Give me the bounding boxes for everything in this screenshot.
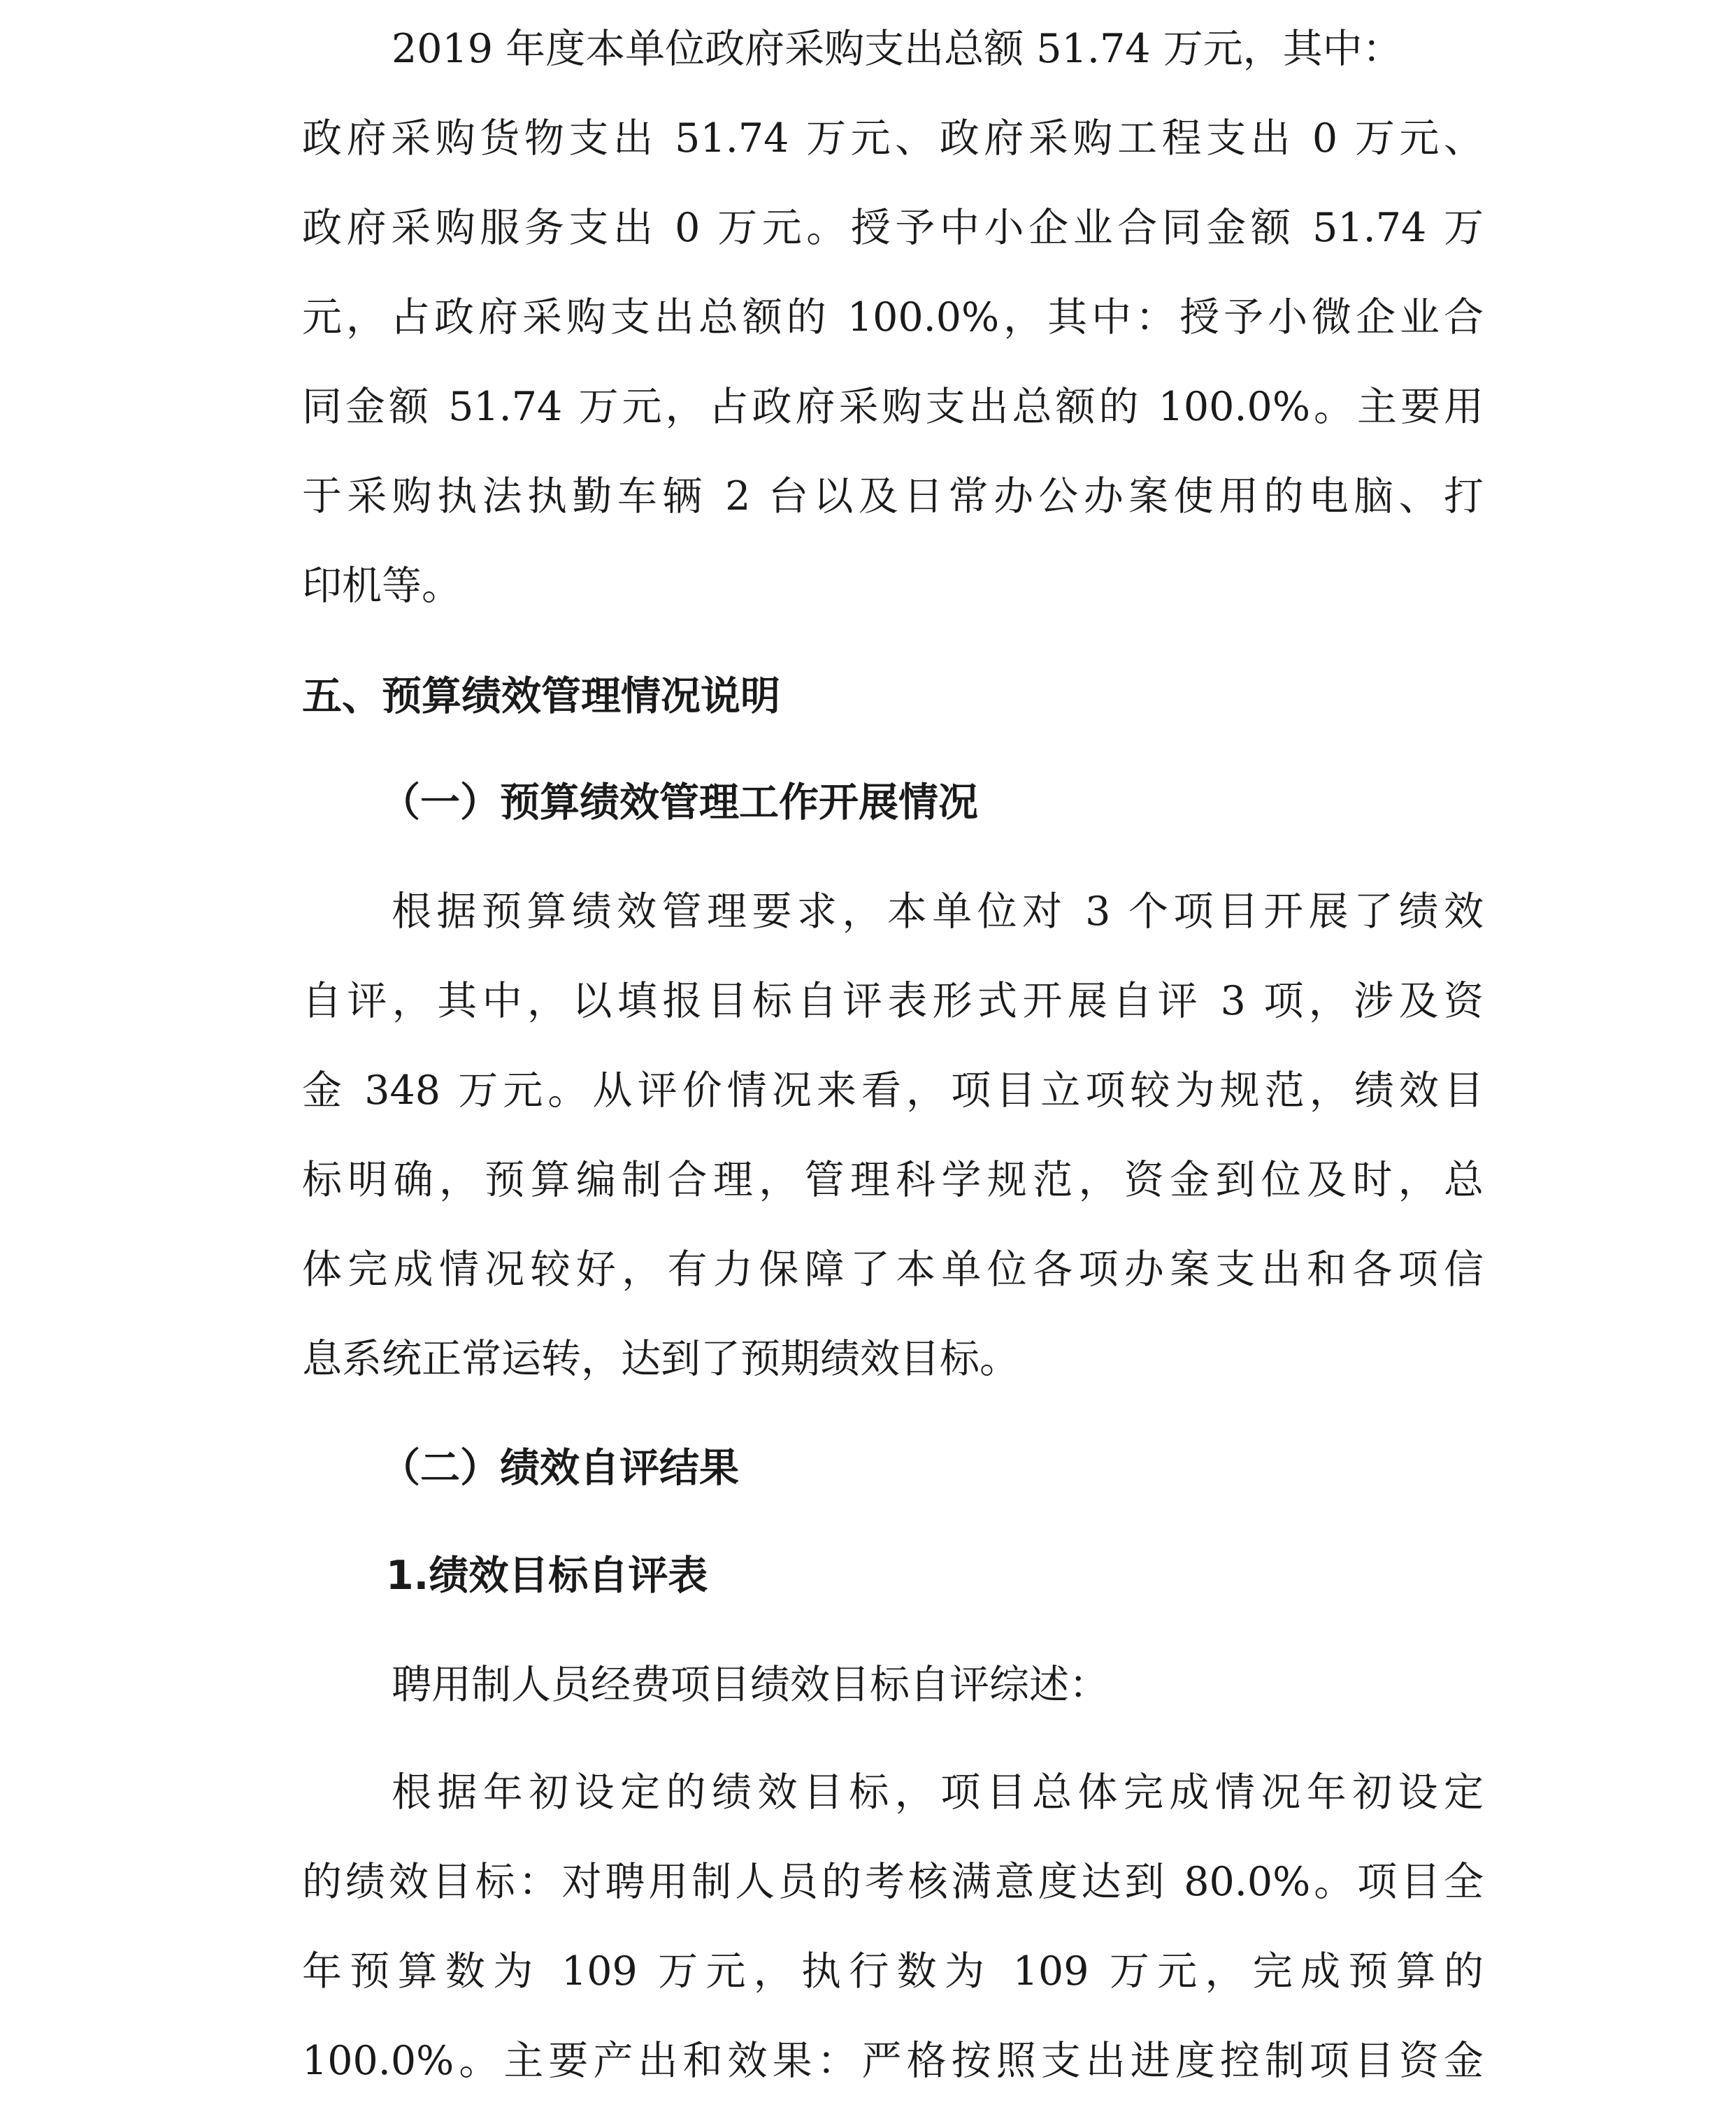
paragraph-line: 金 348 万元。从评价情况来看，项目立项较为规范，绩效目 [302, 1067, 1484, 1114]
paragraph-line: 根据预算绩效管理要求，本单位对 3 个项目开展了绩效 [392, 889, 1484, 935]
summary-label: 聘用制人员经费项目绩效目标自评综述： [392, 1662, 1109, 1708]
paragraph-line: 根据年初设定的绩效目标，项目总体完成情况年初设定 [392, 1769, 1484, 1815]
subsection-heading: （一）预算绩效管理工作开展情况 [380, 779, 978, 826]
paragraph-line: 政府采购货物支出 51.74 万元、政府采购工程支出 0 万元、 [302, 115, 1484, 161]
paragraph-line: 的绩效目标：对聘用制人员的考核满意度达到 80.0%。项目全 [302, 1859, 1484, 1905]
paragraph-line: 年预算数为 109 万元，执行数为 109 万元，完成预算的 [302, 1948, 1484, 1994]
paragraph-line: 体完成情况较好，有力保障了本单位各项办案支出和各项信 [302, 1246, 1484, 1293]
paragraph-line: 元，占政府采购支出总额的 100.0%，其中：授予小微企业合 [302, 294, 1484, 340]
paragraph-line: 自评，其中，以填报目标自评表形式开展自评 3 项，涉及资 [302, 978, 1484, 1024]
subsection-heading: （二）绩效自评结果 [380, 1445, 739, 1491]
paragraph-line: 于采购执法执勤车辆 2 台以及日常办公办案使用的电脑、打 [302, 473, 1484, 519]
paragraph-line: 印机等。 [302, 563, 461, 609]
paragraph-line: 2019 年度本单位政府采购支出总额 51.74 万元，其中： [392, 26, 1403, 72]
paragraph-line: 同金额 51.74 万元，占政府采购支出总额的 100.0%。主要用 [302, 384, 1484, 430]
section-heading: 五、预算绩效管理情况说明 [302, 673, 780, 719]
paragraph-line: 政府采购服务支出 0 万元。授予中小企业合同金额 51.74 万 [302, 205, 1484, 251]
paragraph-line: 息系统正常运转，达到了预期绩效目标。 [302, 1336, 1019, 1382]
paragraph-line: 100.0%。主要产出和效果：严格按照支出进度控制项目资金 [302, 2038, 1484, 2084]
paragraph-line: 标明确，预算编制合理，管理科学规范，资金到位及时，总 [302, 1157, 1484, 1203]
item-heading: 1.绩效目标自评表 [386, 1553, 708, 1599]
